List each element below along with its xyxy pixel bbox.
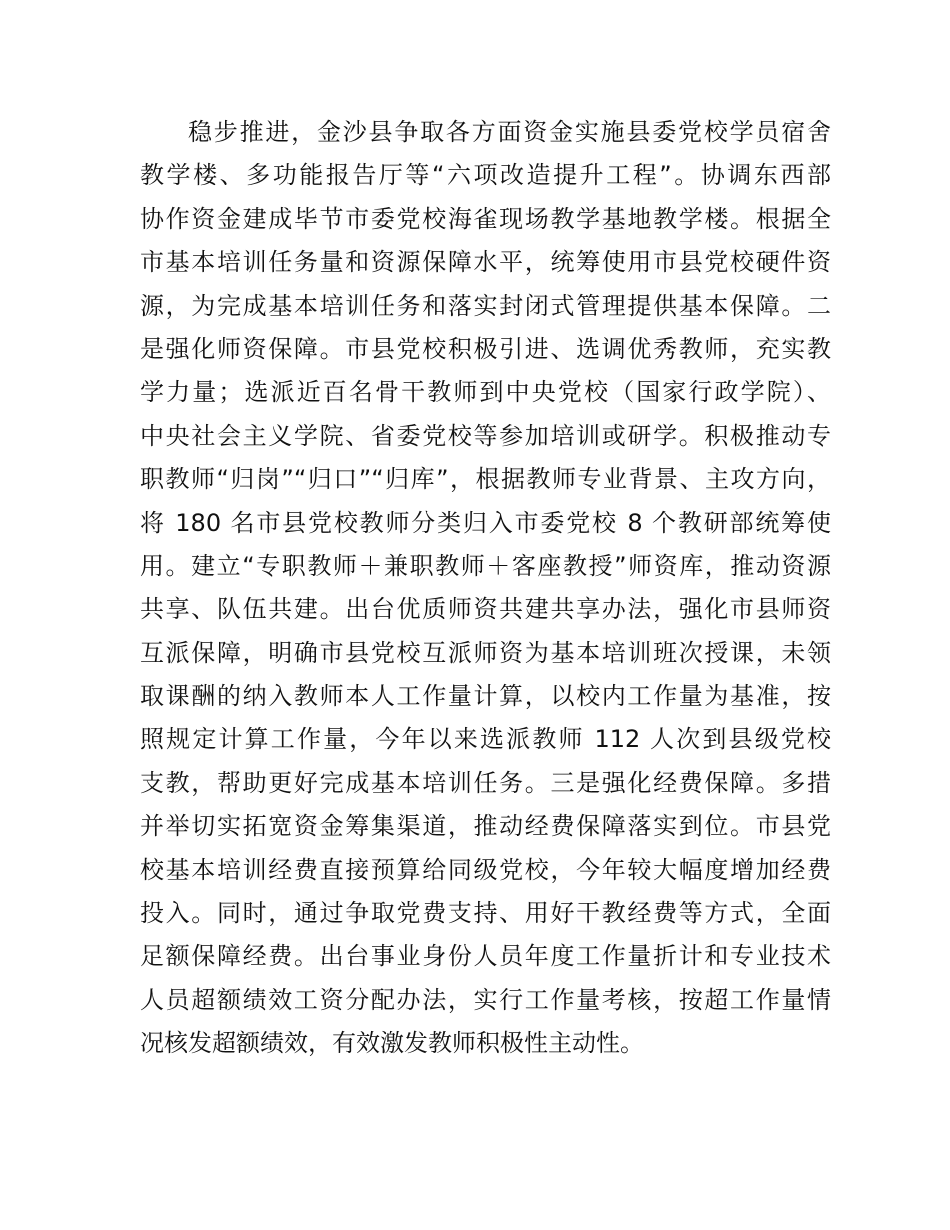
document-page	[140, 111, 831, 1066]
paragraph-line: 共享、队伍共建。出台优质师资共建共享办法，强化市县师资	[140, 595, 831, 624]
paragraph-line: 照规定计算工作量，今年以来选派教师 112 人次到县级党校	[140, 725, 831, 754]
paragraph-line: 并举切实拓宽资金筹集渠道，推动经费保障落实到位。市县党	[140, 812, 831, 841]
paragraph-line: 将 180 名市县党校教师分类归入市委党校 8 个教研部统筹使	[140, 508, 831, 537]
paragraph-line: 支教，帮助更好完成基本培训任务。三是强化经费保障。多措	[140, 768, 831, 797]
paragraph-line: 稳步推进，金沙县争取各方面资金实施县委党校学员宿舍	[188, 118, 831, 146]
paragraph-line: 源，为完成基本培训任务和落实封闭式管理提供基本保障。二	[140, 291, 831, 320]
paragraph-line: 足额保障经费。出台事业身份人员年度工作量折计和专业技术	[140, 942, 831, 971]
paragraph-line: 中央社会主义学院、省委党校等参加培训或研学。积极推动专	[140, 421, 831, 450]
paragraph-line: 协作资金建成毕节市委党校海雀现场教学基地教学楼。根据全	[140, 204, 831, 233]
paragraph-line: 职教师“归岗”“归口”“归库”，根据教师专业背景、主攻方向，	[140, 465, 831, 494]
paragraph-line: 人员超额绩效工资分配办法，实行工作量考核，按超工作量情	[140, 985, 831, 1014]
paragraph-line: 是强化师资保障。市县党校积极引进、选调优秀教师，充实教	[140, 334, 831, 363]
paragraph-line: 教学楼、多功能报告厅等“六项改造提升工程”。协调东西部	[140, 161, 831, 190]
paragraph-line: 取课酬的纳入教师本人工作量计算，以校内工作量为基准，按	[140, 682, 831, 711]
paragraph-line: 学力量；选派近百名骨干教师到中央党校（国家行政学院）、	[140, 378, 831, 407]
paragraph-line: 校基本培训经费直接预算给同级党校，今年较大幅度增加经费	[140, 855, 831, 884]
paragraph-line: 况核发超额绩效，有效激发教师积极性主动性。	[140, 1029, 644, 1058]
paragraph-line: 用。建立“专职教师＋兼职教师＋客座教授”师资库，推动资源	[140, 551, 831, 580]
paragraph-line: 投入。同时，通过争取党费支持、用好干教经费等方式，全面	[140, 899, 831, 928]
paragraph-line: 互派保障，明确市县党校互派师资为基本培训班次授课，未领	[140, 638, 831, 667]
paragraph-line: 市基本培训任务量和资源保障水平，统筹使用市县党校硬件资	[140, 248, 831, 277]
